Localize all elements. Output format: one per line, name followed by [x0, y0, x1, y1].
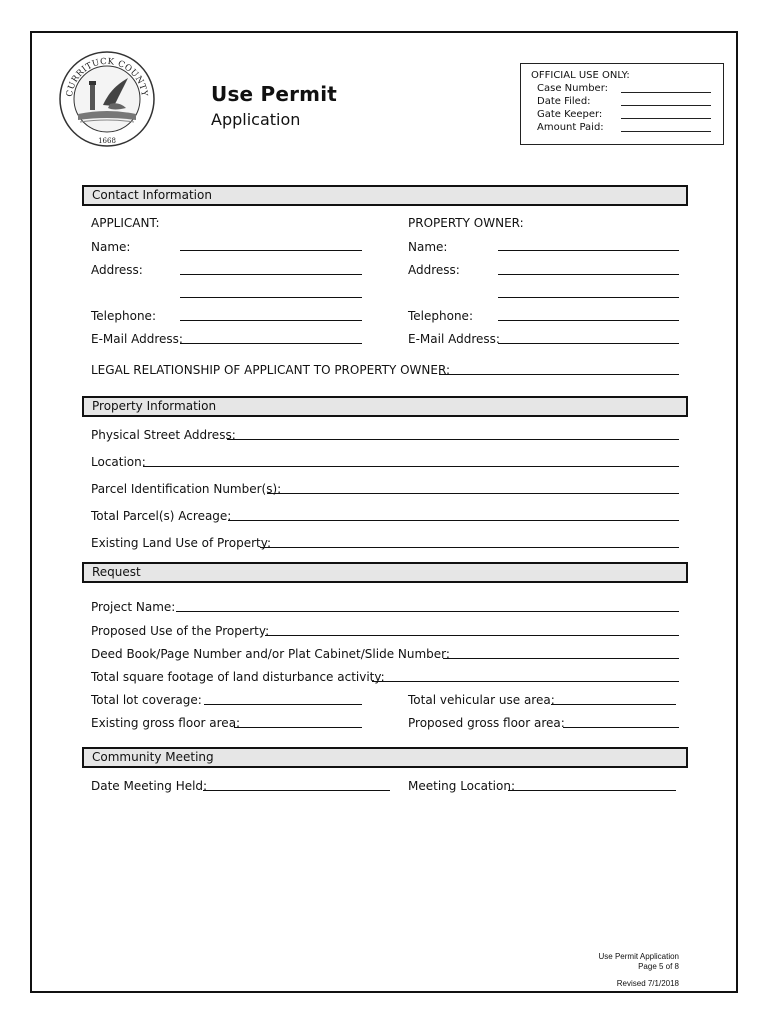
- proposed-use-input[interactable]: [265, 635, 679, 636]
- footer-page-number: Page 5 of 8: [638, 962, 679, 971]
- project-name-label: Project Name:: [91, 600, 176, 614]
- official-field-label: Date Filed:: [537, 96, 591, 107]
- applicant-name-label: Name:: [91, 240, 131, 254]
- meeting-location-label: Meeting Location:: [408, 779, 515, 793]
- applicant-email-input[interactable]: [180, 343, 362, 344]
- seal-year: 1668: [98, 137, 116, 145]
- official-case-number: [537, 82, 727, 95]
- section-request: Request: [82, 562, 688, 583]
- location-input[interactable]: [143, 466, 679, 467]
- applicant-email-label: E-Mail Address:: [91, 332, 183, 346]
- official-field-label: Case Number:: [537, 83, 609, 94]
- deed-book-input[interactable]: [443, 658, 679, 659]
- owner-telephone-label: Telephone:: [408, 309, 473, 323]
- official-field-label: Gate Keeper:: [537, 109, 603, 120]
- land-use-input[interactable]: [260, 547, 679, 548]
- lot-coverage-input[interactable]: [204, 704, 362, 705]
- owner-address-label: Address:: [408, 263, 460, 277]
- applicant-telephone-label: Telephone:: [91, 309, 156, 323]
- seal-top-text: CURRITUCK COUNTY: [64, 56, 150, 98]
- proposed-floor-input[interactable]: [563, 727, 679, 728]
- official-use-box: [520, 63, 724, 145]
- official-gate-keeper: [537, 108, 727, 121]
- owner-address-line2-input[interactable]: [498, 297, 679, 298]
- acreage-label: Total Parcel(s) Acreage:: [91, 509, 232, 523]
- lot-coverage-label: Total lot coverage:: [91, 693, 202, 707]
- meeting-location-input[interactable]: [508, 790, 676, 791]
- applicant-heading: APPLICANT:: [91, 216, 160, 230]
- official-amount-paid: [537, 121, 727, 134]
- official-date-filed: [537, 95, 727, 108]
- existing-floor-label: Existing gross floor area:: [91, 716, 241, 730]
- applicant-address-line2-input[interactable]: [180, 297, 362, 298]
- section-property-information: Property Information: [82, 396, 688, 417]
- vehicular-use-input[interactable]: [551, 704, 676, 705]
- deed-book-label: Deed Book/Page Number and/or Plat Cabinet/Slide Number:: [91, 647, 450, 661]
- official-field-label: Amount Paid:: [537, 122, 604, 133]
- location-label: Location:: [91, 455, 146, 469]
- owner-email-input[interactable]: [498, 343, 679, 344]
- footer-doc-name: Use Permit Application: [598, 952, 679, 961]
- street-address-label: Physical Street Address:: [91, 428, 236, 442]
- owner-telephone-input[interactable]: [498, 320, 679, 321]
- owner-email-label: E-Mail Address:: [408, 332, 500, 346]
- vehicular-use-label: Total vehicular use area:: [408, 693, 555, 707]
- footer-revised-date: Revised 7/1/2018: [616, 979, 679, 988]
- legal-relationship-label: LEGAL RELATIONSHIP OF APPLICANT TO PROPERTY OWNER:: [91, 363, 450, 377]
- applicant-name-input[interactable]: [180, 250, 362, 251]
- land-use-label: Existing Land Use of Property:: [91, 536, 271, 550]
- official-use-heading: OFFICIAL USE ONLY:: [531, 70, 630, 81]
- proposed-use-label: Proposed Use of the Property:: [91, 624, 270, 638]
- parcel-id-label: Parcel Identification Number(s):: [91, 482, 282, 496]
- street-address-input[interactable]: [227, 439, 679, 440]
- owner-address-input[interactable]: [498, 274, 679, 275]
- meeting-date-input[interactable]: [203, 790, 390, 791]
- county-seal-logo: [58, 50, 156, 148]
- applicant-telephone-input[interactable]: [180, 320, 362, 321]
- case-number-input[interactable]: [621, 92, 711, 93]
- legal-relationship-input[interactable]: [439, 374, 679, 375]
- applicant-address-input[interactable]: [180, 274, 362, 275]
- proposed-floor-label: Proposed gross floor area:: [408, 716, 565, 730]
- existing-floor-input[interactable]: [234, 727, 362, 728]
- owner-name-input[interactable]: [498, 250, 679, 251]
- page-subtitle: Application: [211, 110, 301, 129]
- gate-keeper-input[interactable]: [621, 118, 711, 119]
- section-contact-information: Contact Information: [82, 185, 688, 206]
- page-title: Use Permit: [211, 82, 338, 106]
- amount-paid-input[interactable]: [621, 131, 711, 132]
- disturbance-label: Total square footage of land disturbance activity:: [91, 670, 385, 684]
- section-community-meeting: Community Meeting: [82, 747, 688, 768]
- date-filed-input[interactable]: [621, 105, 711, 106]
- meeting-date-label: Date Meeting Held:: [91, 779, 208, 793]
- owner-heading: PROPERTY OWNER:: [408, 216, 524, 230]
- acreage-input[interactable]: [228, 520, 679, 521]
- project-name-input[interactable]: [176, 611, 679, 612]
- applicant-address-label: Address:: [91, 263, 143, 277]
- disturbance-input[interactable]: [372, 681, 679, 682]
- parcel-id-input[interactable]: [267, 493, 679, 494]
- owner-name-label: Name:: [408, 240, 448, 254]
